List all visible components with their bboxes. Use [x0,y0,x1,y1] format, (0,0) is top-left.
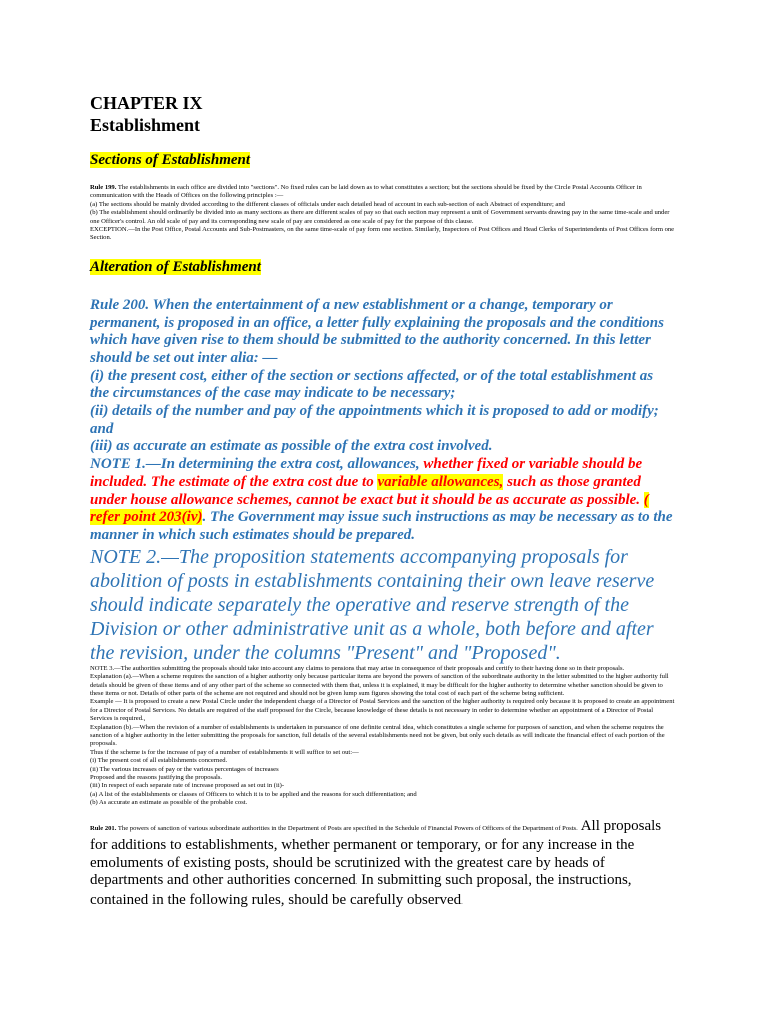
rule-201-period-2: . [461,898,463,906]
note-3: NOTE 3.—The authorities submitting the proposals should take into account any claims to pensions that may arise in consequence of their proposals and certify to their having done so in their proposals. [90,664,625,672]
list-item-b: (b) As accurate an estimate as possible of the probable cost. [90,799,248,807]
rule-201-small-text: The powers of sanction of various subordinate authorities in the Department of Posts are specified in the Schedule of Financial Powers of Officers of the Department of Posts. [116,824,578,832]
document-page [90,92,678,911]
note-1-tail: . The Government may issue such instructions as may be necessary as to the manner in which such estimates should be prepared. [90,509,673,543]
rule-199-paragraph [90,184,675,201]
list-intro: Thus if the scheme is for the increase of pay of a number of establishments it will suffice to set out:— [90,748,359,756]
list-item-i: (i) The present cost of all establishments concerned. [90,757,228,765]
list-item-iii: (iii) In respect of each separate rate of increase proposed as set out in (ii)- [90,782,285,790]
notes-and-explanations-block [90,665,675,808]
chapter-label: CHAPTER IX [90,93,203,113]
rule-201-paragraph [90,818,678,912]
rule-199-block [90,184,675,243]
rule-200-item-i: (i) the present cost, either of the section or sections affected, or of the total establishment as the circumstances of the case may indicate to be necessary; [90,367,654,402]
example-paragraph: Example — It is proposed to create a new Postal Circle under the independent charge of a Director of Postal Services and the sanction of the higher authority is required only because it is proposed to create an appointment for a Director of Postal Services. No details are required of the staff proposed for the Circle, because knowledge of these details is not necessary in order to determine whether an appointment of a Director of Postal Services is required., [90,698,675,723]
rule-199-item-a: (a) The sections should be mainly divided according to the different classes of officials under each detailed head of account in each sub-section of each Abstract of expenditure; and [90,200,565,208]
list-item-ii-continued: Proposed and the reasons justifying the proposals. [90,773,223,781]
explanation-a: Explanation (a).—When a scheme requires the sanction of a higher authority only because particular items are beyond the powers of sanction of the subordinate authority in the letter submitted to the higher authority full details should be given of these items and of any other part of the scheme so connected with them that, unless it is explained, it may be difficult for the higher authority to determine whether sanction should be given to these items or not. Details of other parts of the scheme are not required and should not be given lump sum figures showing the total cost of each part of the scheme being sufficient. [90,673,669,697]
section-heading-sections-text: Sections of Establishment [90,152,251,168]
section-heading-sections [90,151,678,169]
explanation-b: Explanation (b).—When the revision of a number of establishments is undertaken in pursuance of one definite central idea, which constitutes a single scheme for purposes of sanction, and when the scheme requires the sanction of a higher authority in the letter submitting the proposals for sanction, full details of the several establishments need not be given, but only such details as will indicate the financial effect of each portion of the proposals. [90,723,665,748]
rule-200-intro: Rule 200. When the entertainment of a new establishment or a change, temporary or permanent, is proposed in an office, a letter fully explaining the proposals and the conditions which have given rise to them should be submitted to the authority concerned. In this letter should be set out inter alia: — [90,296,664,366]
rule-200-item-ii: (ii) details of the number and pay of the appointments which it is proposed to add or modify; and [90,403,659,437]
chapter-title: Establishment [90,115,201,135]
rule-201-large-text: All proposals for additions to establishments, whether permanent or temporary, or for any increase in the emoluments of existing posts, should be scrutinized with the greatest care by heads of departments and other authorities concerned [90,817,662,889]
rule-199-text: The establishments in each office are divided into "sections". No fixed rules can be laid down as to what constitutes a section; but the sections should be fixed by the Circle Postal Accounts Officer in communication with the Heads of Offices on the following principles :— [90,184,642,200]
note-1-red-text: whether fixed or variable should be included. The estimate of the extra cost due to [90,456,643,490]
rule-200-item-iii: (iii) as accurate an estimate as possible of the extra cost involved. [90,438,493,455]
rule-199-item-b: (b) The establishment should ordinarily be divided into as many sections as there are different scales of pay so that each section may represent a unit of Government servants drawing pay in the same time-scale and under one Officer's control. An old scale of pay and its corresponding new scale of pay are considered as one scale of pay for the purpose of this clause. [90,209,670,225]
note-2: NOTE 2.—The proposition statements accompanying proposals for abolition of posts in establishments containing their own leave reserve should indicate separately the operative and reserve strength of the Division or other administrative unit as a whole, both before and after the revision, under the columns "Present" and "Proposed". [90,545,655,664]
list-item-ii: (ii) The various increases of pay or the various percentages of increases [90,765,279,773]
rule-199-label: Rule 199. [90,184,117,191]
note-1-red-text-2: such as those granted under house allowance schemes, cannot be exact but it should be as accurate as possible. [90,473,644,508]
rule-201-large-text-2: In submitting such proposal, the instructions, contained in the following rules, should be carefully observed [90,872,632,908]
note-1-lead: NOTE 1.—In determining the extra cost, allowances, [90,456,424,473]
list-item-a: (a) A list of the establishments or classes of Officers to which it is to be applied and the reasons for such differentiation; and [90,790,417,798]
rule-201-period: . [355,879,358,887]
section-heading-alteration [90,258,678,276]
note-1-reference-highlight: ( refer point 203(iv) [90,491,649,526]
rule-201-label: Rule 201. [90,824,117,832]
note-1-highlighted-text: variable allowances, [377,473,504,490]
section-heading-alteration-text: Alteration of Establishment [90,258,261,275]
rule-200-note-1 [90,456,675,545]
rule-200-block [90,297,675,545]
rule-199-exception: EXCEPTION.—In the Post Office, Postal Accounts and Sub-Postmasters, on the same time-scale of pay form one section. Similarly, Inspectors of Post Offices and Head Clerks of Superintendents of Post Offices form one Section. [90,226,675,242]
